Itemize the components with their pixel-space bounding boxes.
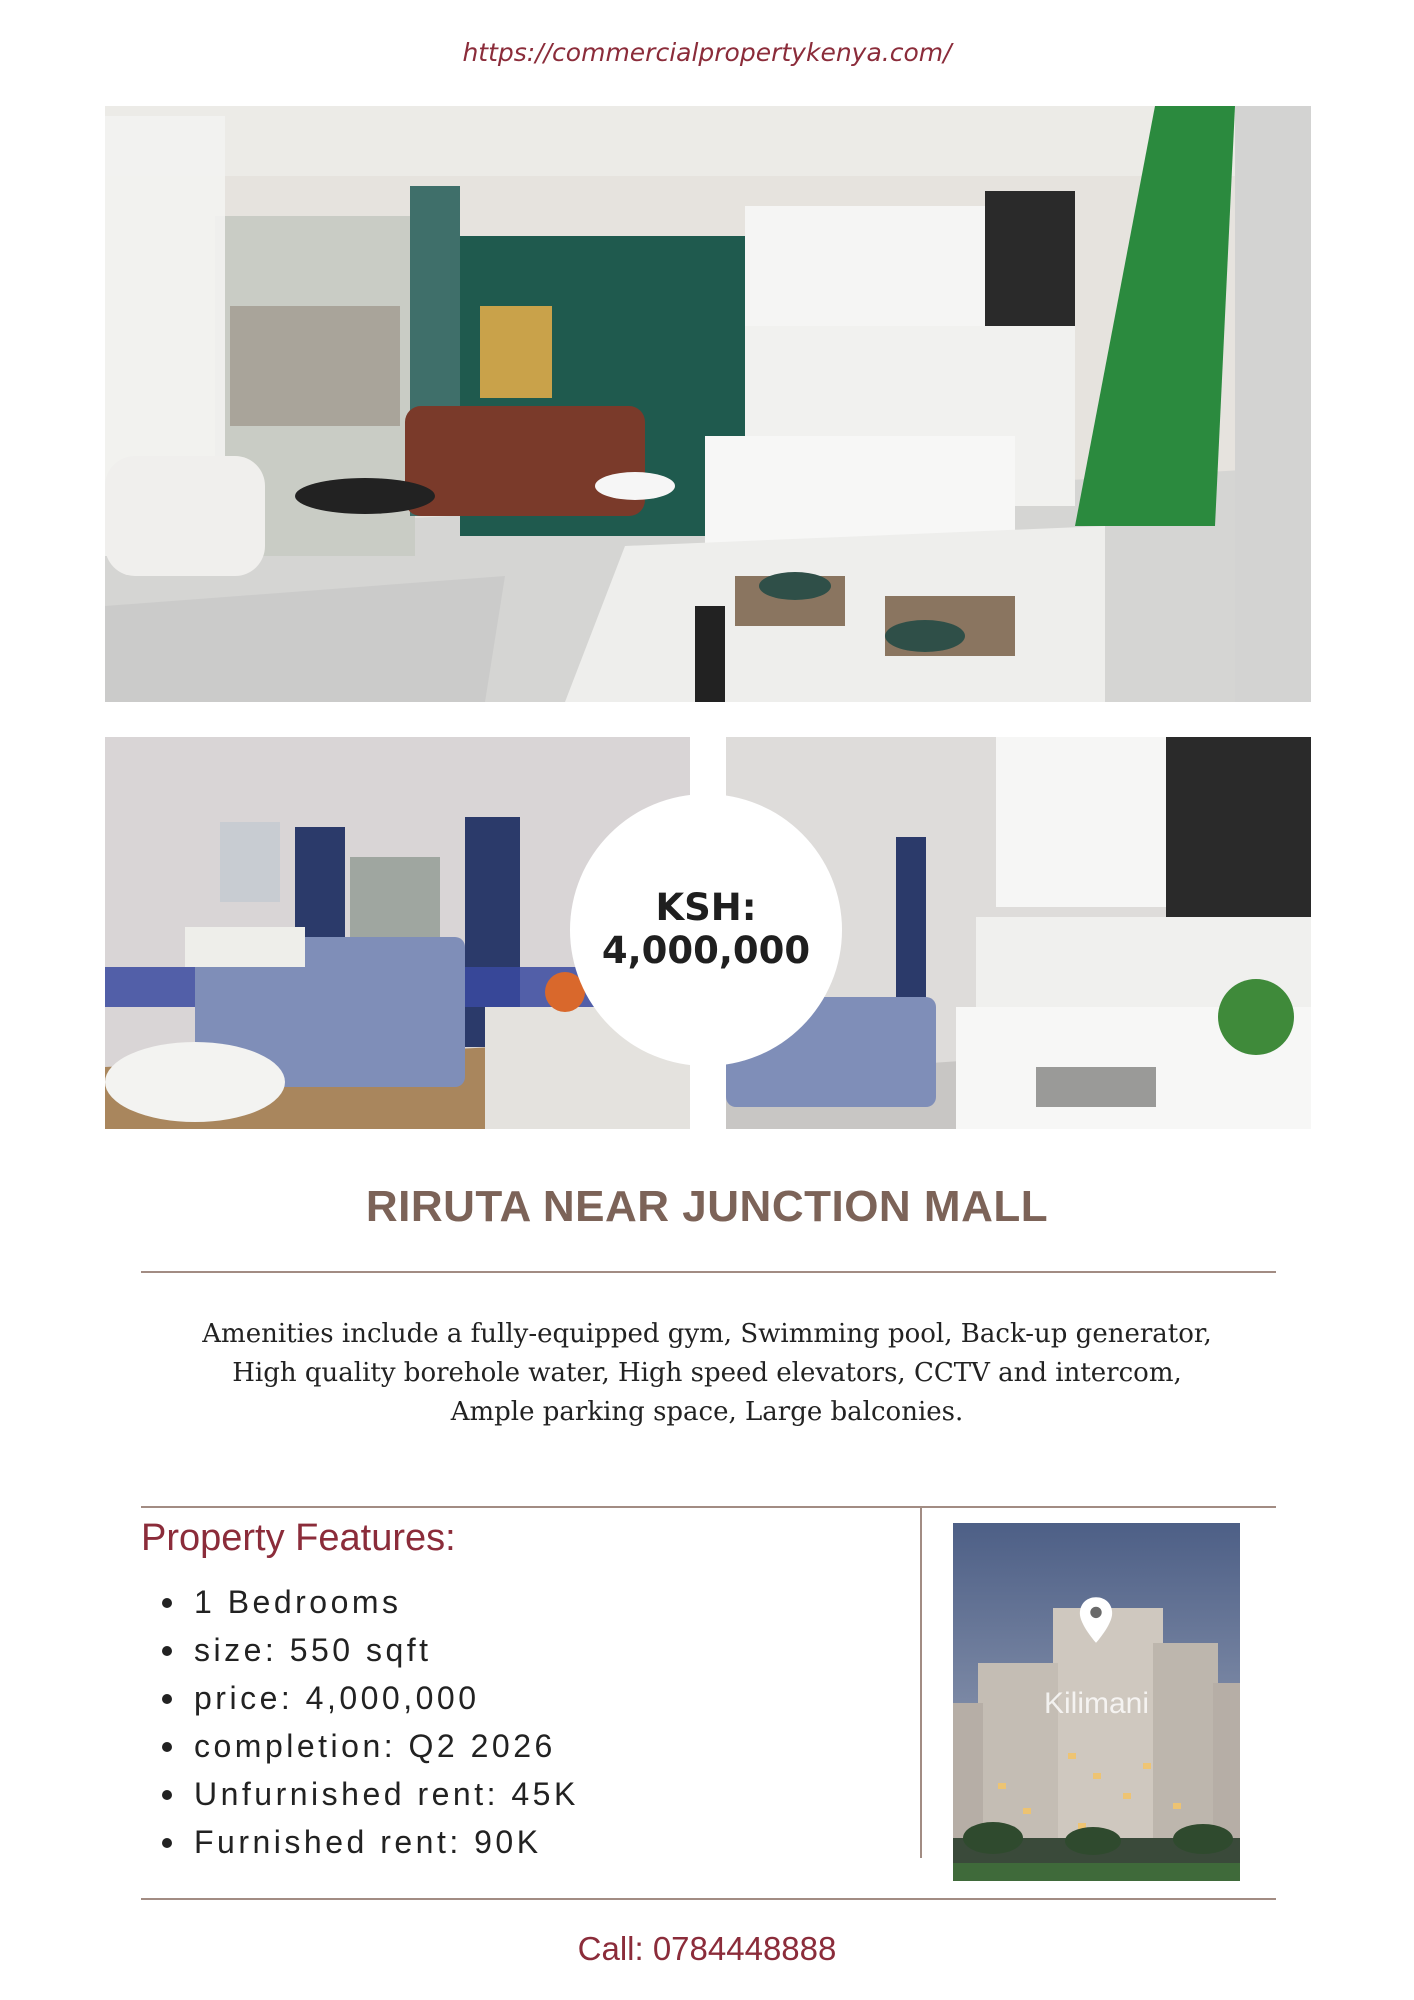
divider <box>141 1506 1276 1508</box>
features-heading: Property Features: <box>141 1517 456 1559</box>
building-photo <box>953 1523 1240 1881</box>
listing-title: RIRUTA NEAR JUNCTION MALL <box>365 1182 1049 1231</box>
divider <box>141 1271 1276 1273</box>
list-item: 1 Bedrooms <box>158 1578 579 1626</box>
list-item: completion: Q2 2026 <box>158 1722 579 1770</box>
price-amount: 4,000,000 <box>601 929 811 972</box>
price-badge <box>570 794 842 1066</box>
divider <box>141 1898 1276 1900</box>
map-pin-icon <box>1077 1595 1115 1645</box>
call-link[interactable]: Call: 0784448888 <box>577 1930 837 1967</box>
amenities-line: Ample parking space, Large balconies. <box>450 1397 964 1427</box>
amenities-line: High quality borehole water, High speed elevators, CCTV and intercom, <box>232 1358 1182 1388</box>
list-item: price: 4,000,000 <box>158 1674 579 1722</box>
list-item: size: 550 sqft <box>158 1626 579 1674</box>
amenities-line: Amenities include a fully-equipped gym, Swimming pool, Back-up generator, <box>202 1319 1212 1349</box>
list-item: Furnished rent: 90K <box>158 1818 579 1866</box>
living-room-photo <box>105 106 1311 702</box>
features-list <box>158 1578 579 1866</box>
list-item: Unfurnished rent: 45K <box>158 1770 579 1818</box>
website-url[interactable]: https://commercialpropertykenya.com/ <box>462 38 952 67</box>
amenities-text <box>170 1315 1244 1432</box>
price-currency: KSH: <box>655 886 757 930</box>
vertical-divider <box>920 1506 922 1858</box>
location-label: Kilimani <box>1043 1687 1150 1720</box>
